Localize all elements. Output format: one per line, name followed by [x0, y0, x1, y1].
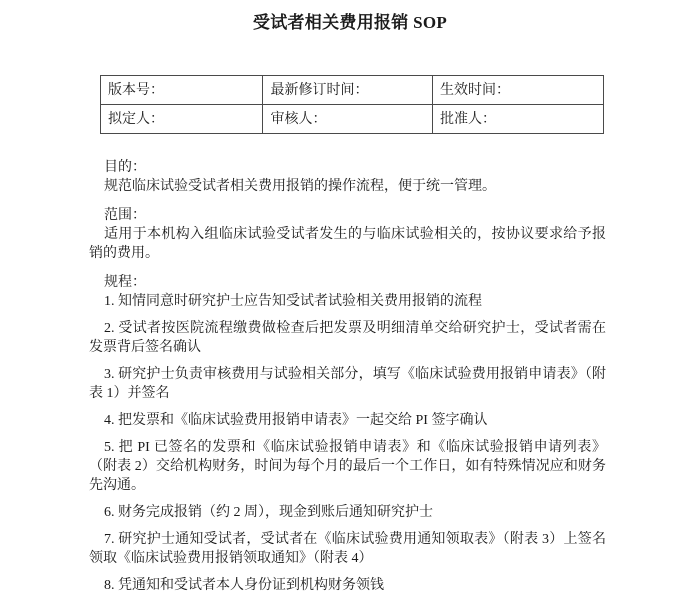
procedure-item-8: 8. 凭通知和受试者本人身份证到机构财务领钱 [104, 578, 384, 593]
section-heading-procedure: 规程： [104, 275, 146, 290]
cell-effective-date-label: 生效时间： [432, 76, 603, 105]
cell-approver-label: 批准人： [432, 105, 603, 134]
section-procedure [89, 273, 606, 595]
section-purpose [89, 158, 606, 196]
document-body [89, 158, 606, 605]
version-info-table [100, 75, 604, 134]
procedure-item-4: 4. 把发票和《临床试验费用报销申请表》一起交给 PI 签字确认 [104, 413, 488, 428]
procedure-item-3: 3. 研究护士负责审核费用与试验相关部分，填写《临床试验费用报销申请表》（附表 1）并签名 [89, 367, 606, 401]
cell-drafter-label: 拟定人： [101, 105, 263, 134]
section-scope [89, 206, 606, 263]
table-row [101, 105, 604, 134]
paragraph-scope: 适用于本机构入组临床试验受试者发生的与临床试验相关的，按协议要求给予报销的费用。 [89, 227, 606, 261]
procedure-item-6: 6. 财务完成报销（约 2 周），现金到账后通知研究护士 [104, 505, 433, 520]
cell-version-label: 版本号： [101, 76, 263, 105]
document-title: 受试者相关费用报销 SOP [252, 13, 448, 32]
procedure-item-7: 7. 研究护士通知受试者，受试者在《临床试验费用通知领取表》（附表 3）上签名领取《临床试验费用报销领取通知》（附表 4） [89, 532, 606, 566]
cell-revision-date-label: 最新修订时间： [263, 76, 433, 105]
procedure-item-2: 2. 受试者按医院流程缴费做检查后把发票及明细清单交给研究护士，受试者需在发票背后签名确认 [89, 321, 606, 355]
section-heading-scope: 范围： [104, 208, 146, 223]
cell-reviewer-label: 审核人： [263, 105, 433, 134]
table-row [101, 76, 604, 105]
paragraph-purpose: 规范临床试验受试者相关费用报销的操作流程，便于统一管理。 [104, 179, 496, 194]
procedure-item-5: 5. 把 PI 已签名的发票和《临床试验报销申请表》和《临床试验报销申请列表》（附表 2）交给机构财务，时间为每个月的最后一个工作日，如有特殊情况应和财务先沟通。 [89, 440, 606, 493]
procedure-item-1: 1. 知情同意时研究护士应告知受试者试验相关费用报销的流程 [104, 294, 482, 309]
section-heading-purpose: 目的： [104, 160, 146, 175]
